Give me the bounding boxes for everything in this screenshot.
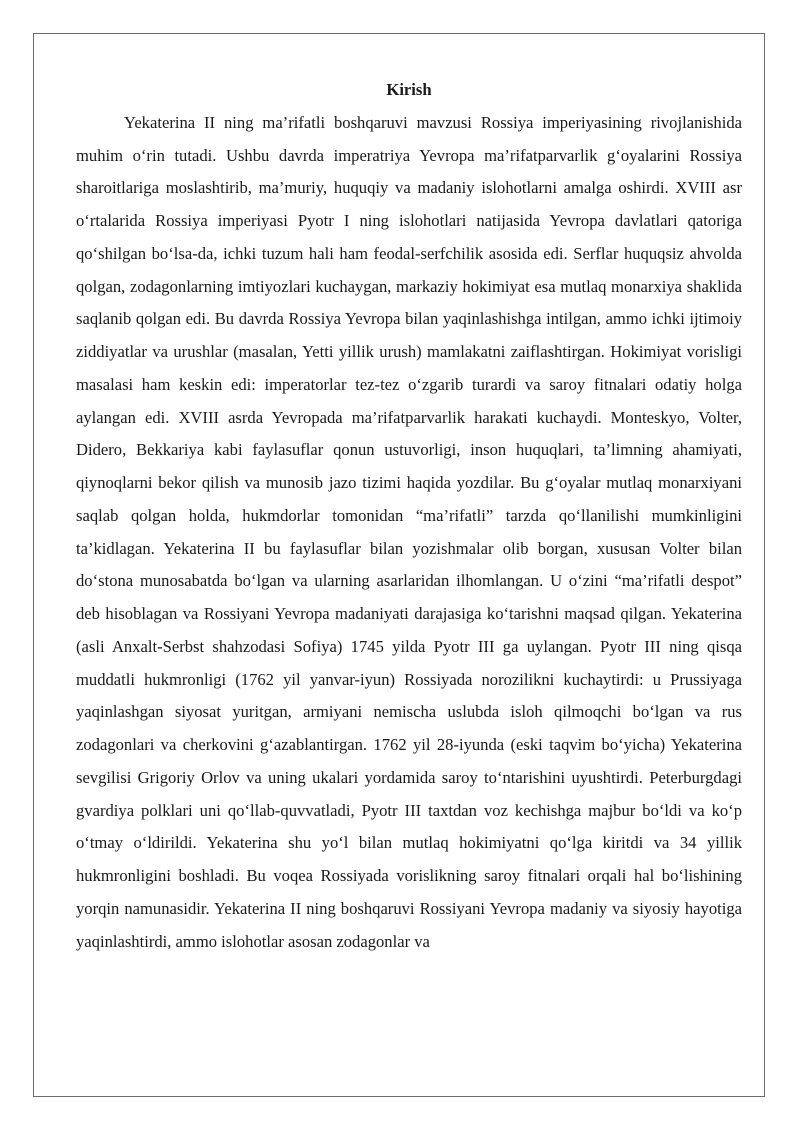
document-body	[76, 74, 742, 958]
document-title: Kirish	[386, 80, 432, 99]
document-paragraph: Yekaterina II ning ma’rifatli boshqaruvi mavzusi Rossiya imperiyasining rivojlanishida muhim o‘rin tutadi. Ushbu davrda imperatriya Yevropa ma’rifatparvarlik g‘oyalarini Rossiya sharoitlariga moslashtirib, ma’muriy, huquqiy va madaniy islohotlarni amalga oshirdi. XVIII asr o‘rtalarida Rossiya imperiyasi Pyotr I ning islohotlari natijasida Yevropa davlatlari qatoriga qo‘shilgan bo‘lsa-da, ichki tuzum hali ham feodal-serfchilik asosida edi. Serflar huquqsiz ahvolda qolgan, zodagonlarning imtiyozlari kuchaygan, markaziy hokimiyat esa mutlaq monarxiya shaklida saqlanib qolgan edi. Bu davrda Rossiya Yevropa bilan yaqinlashishga intilgan, ammo ichki ijtimoiy ziddiyatlar va urushlar (masalan, Yetti yillik urush) mamlakatni zaiflashtirgan. Hokimiyat vorisligi masalasi ham keskin edi: imperatorlar tez-tez o‘zgarib turardi va saroy fitnalari odatiy holga aylangan edi. XVIII asrda Yevropada ma’rifatparvarlik harakati kuchaydi. Monteskyo, Volter, Didero, Bekkariya kabi faylasuflar qonun ustuvorligi, inson huquqlari, ta’limning ahamiyati, qiynoqlarni bekor qilish va munosib jazo tizimi haqida yozdilar. Bu g‘oyalar mutlaq monarxiyani saqlab qolgan holda, hukmdorlar tomonidan “ma’rifatli” tarzda qo‘llanilishi mumkinligini ta’kidlagan. Yekaterina II bu faylasuflar bilan yozishmalar olib borgan, xususan Volter bilan do‘stona munosabatda bo‘lgan va ularning asarlaridan ilhomlangan. U o‘zini “ma’rifatli despot” deb hisoblagan va Rossiyani Yevropa madaniyati darajasiga ko‘tarishni maqsad qilgan. Yekaterina (asli Anxalt-Serbst shahzodasi Sofiya) 1745 yilda Pyotr III ga uylangan. Pyotr III ning qisqa muddatli hukmronligi (1762 yil yanvar-iyun) Rossiyada norozilikni kuchaytirdi: u Prussiyaga yaqinlashgan siyosat yuritgan, armiyani nemischa uslubda isloh qilmoqchi bo‘lgan va rus zodagonlari va cherkovini g‘azablantirgan. 1762 yil 28-iyunda (eski taqvim bo‘yicha) Yekaterina sevgilisi Grigoriy Orlov va uning ukalari yordamida saroy to‘ntarishini uyushtirdi. Peterburgdagi gvardiya polklari uni qo‘llab-quvvatladi, Pyotr III taxtdan voz kechishga majbur bo‘ldi va ko‘p o‘tmay o‘ldirildi. Yekaterina shu yo‘l bilan mutlaq hokimiyatni qo‘lga kiritdi va 34 yillik hukmronligini boshladi. Bu voqea Rossiyada vorislikning saroy fitnalari orqali hal bo‘lishining yorqin namunasidir. Yekaterina II ning boshqaruvi Rossiyani Yevropa madaniy va siyosiy hayotiga yaqinlashtirdi, ammo islohotlar asosan zodagonlar va	[76, 112, 742, 951]
